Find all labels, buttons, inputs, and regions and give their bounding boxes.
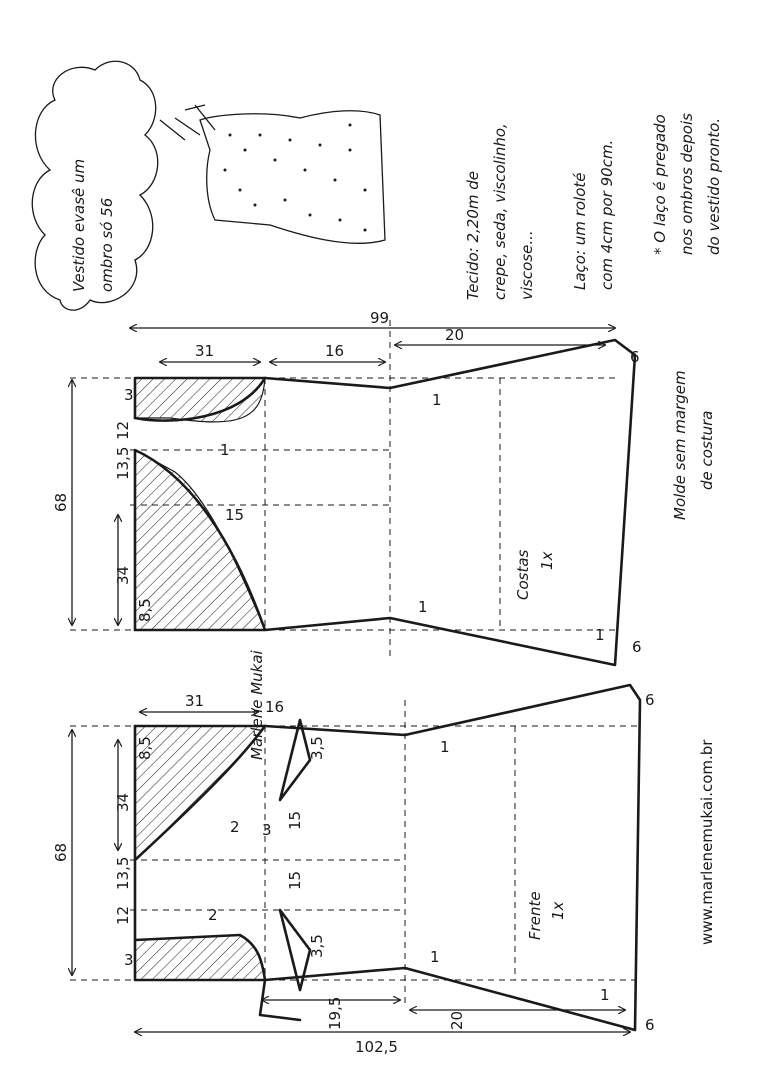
title-cloud [32,61,157,310]
note-molde-2: de costura [698,410,716,490]
title-line1: Vestido evasê um [70,158,88,292]
note-tecido-1: Tecido: 2,20m de [464,170,482,300]
front-c1a: 1 [440,738,450,756]
front-m195: 19,5 [326,996,344,1030]
back-m12: 12 [114,420,132,440]
back-c1d: 1 [595,626,605,644]
front-m35b: 3,5 [308,934,326,958]
front-m15b: 15 [286,870,304,890]
front-m3a: 3 [124,951,134,969]
note-molde-1: Molde sem margem [671,370,689,520]
front-c2b: 2 [208,906,218,924]
front-piece-name: Frente [526,891,544,940]
front-m31: 31 [185,692,205,710]
front-piece-qty: 1x [549,901,567,920]
back-m135: 13,5 [114,446,132,480]
note-laco-2: com 4cm por 90cm. [598,139,616,290]
fabric-notes [464,113,723,520]
front-labels [52,691,655,1056]
front-m16: 16 [265,698,285,716]
front-total-length: 102,5 [355,1038,398,1056]
front-bust: 68 [52,842,70,862]
front-m85: 8,5 [136,736,154,760]
front-m3b: 3 [262,821,272,839]
title-line2: ombro só 56 [98,197,116,292]
back-c1c: 1 [418,598,428,616]
signature: Marlene Mukai [248,650,266,760]
front-m12: 12 [114,905,132,925]
back-m20: 20 [445,326,465,344]
front-hem6b: 6 [645,1016,655,1034]
back-m31: 31 [195,342,215,360]
front-c1b: 1 [430,948,440,966]
back-m85: 8,5 [136,598,154,622]
back-hem6b: 6 [632,638,642,656]
note-obs-2: nos ombros depois [678,113,696,255]
website-url: www.marlenemukai.com.br [698,739,716,945]
dress-sketch [160,105,385,243]
back-hem6a: 6 [630,348,640,366]
front-m34: 34 [114,792,132,812]
front-c1c: 1 [600,986,610,1004]
back-piece [70,320,635,665]
front-m15a: 15 [286,810,304,830]
note-tecido-3: viscose... [518,230,536,300]
front-m135: 13,5 [114,856,132,890]
front-hem6a: 6 [645,691,655,709]
front-piece [70,685,640,1032]
back-m34: 34 [114,565,132,585]
back-piece-qty: 1x [538,551,556,570]
back-c1b: 1 [432,391,442,409]
back-m16: 16 [325,342,345,360]
note-obs-3: do vestido pronto. [705,117,723,255]
note-obs-1: * O laço é pregado [651,114,669,255]
back-total-length: 99 [370,309,390,327]
front-c2a: 2 [230,818,240,836]
back-m3: 3 [124,386,134,404]
back-c1a: 1 [220,441,230,459]
front-m20: 20 [448,1010,466,1030]
note-laco-1: Laço: um roloté [571,172,589,290]
front-m35a: 3,5 [308,736,326,760]
back-bust: 68 [52,492,70,512]
sketch-dots [224,124,367,232]
back-c15: 15 [225,506,245,524]
back-piece-name: Costas [514,549,532,600]
note-tecido-2: crepe, seda, viscolinho, [491,123,509,300]
